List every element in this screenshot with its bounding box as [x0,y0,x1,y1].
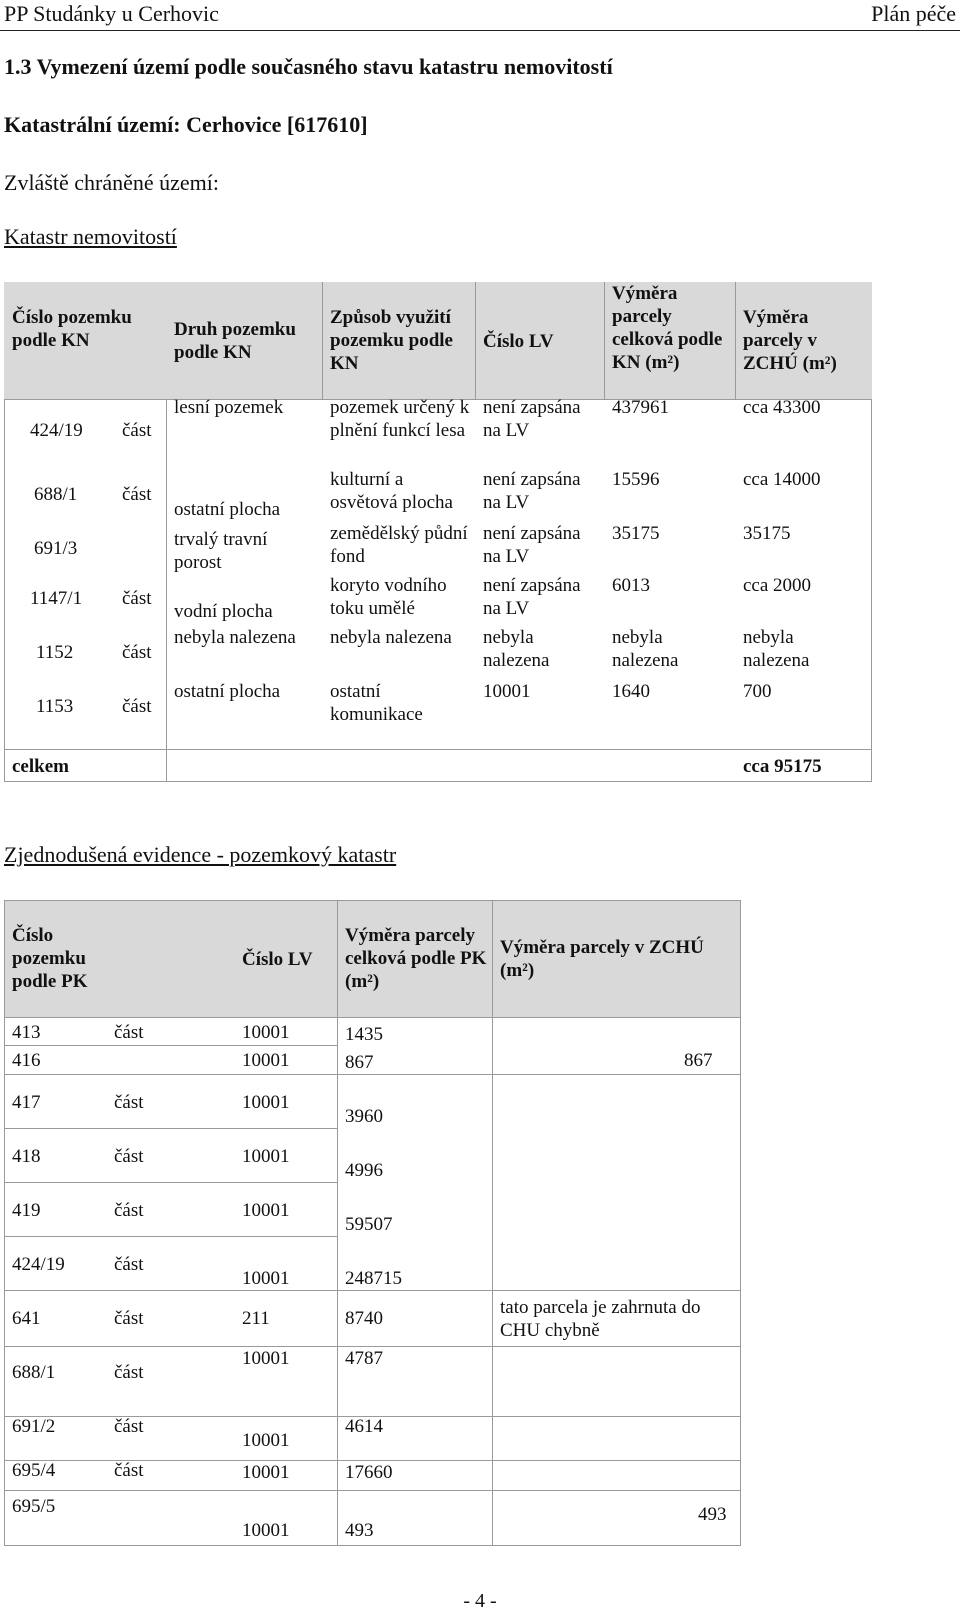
kn-use: pozemek určený k plnění funkcí lesa [330,397,470,441]
pk-row-divider [4,1236,337,1237]
kn-parcel: 1153 [36,696,74,717]
kn-use: zemědělský půdní fond [330,523,468,567]
kn-type: ostatní plocha [174,681,281,702]
kn-part: část [122,484,152,505]
kn-area-zchu: nebyla nalezena [743,627,810,671]
pk-area: 1435 [345,1024,383,1045]
pk-part: část [114,1146,144,1167]
pk-area: 59507 [345,1214,393,1235]
kn-parcel: 1152 [36,642,74,663]
kn-header-lv: Číslo LV [483,331,554,352]
pk-part: část [114,1254,144,1275]
pk-area: 493 [345,1520,374,1541]
kn-col-divider [604,282,605,399]
pk-parcel: 413 [12,1022,41,1043]
kn-parcel: 688/1 [34,484,78,505]
pk-row-divider [4,1490,741,1491]
kn-area-total: 35175 [612,523,660,544]
kn-type: trvalý travní porost [174,529,268,573]
pk-part: část [114,1022,144,1043]
pk-parcel: 641 [12,1308,41,1329]
pk-area: 248715 [345,1268,402,1289]
pk-zchu: 867 [684,1050,713,1071]
kn-area-total: 1640 [612,681,650,702]
kn-parcel: 1147/1 [30,588,83,609]
kn-parcel: 691/3 [34,538,78,559]
kn-area-zchu: 35175 [743,523,791,544]
pk-lv: 10001 [242,1092,290,1113]
kn-area-zchu: cca 2000 [743,575,812,596]
kn-lv: není zapsána na LV [483,469,581,513]
pk-area: 4996 [345,1160,383,1181]
kn-header-area-zchu: Výměra parcely v ZCHÚ (m²) [743,307,837,374]
kn-area-zchu: 700 [743,681,772,702]
pk-row-divider [4,1128,337,1129]
kn-heading: Katastr nemovitostí [4,224,177,249]
pk-area: 4787 [345,1348,383,1369]
pk-parcel: 695/4 [12,1460,56,1481]
pk-zchu-note: tato parcela je zahrnuta do CHU chybně [500,1297,701,1341]
pk-lv: 10001 [242,1146,290,1167]
kn-part: část [122,642,152,663]
kn-col-divider [475,282,476,399]
cadastral-area: Katastrální území: Cerhovice [617610] [4,112,368,137]
kn-table [4,282,872,782]
pk-lv: 10001 [242,1022,290,1043]
pk-zchu: 493 [698,1504,727,1525]
kn-use: nebyla nalezena [330,627,452,648]
pk-parcel: 688/1 [12,1362,56,1383]
kn-use: kulturní a osvětová plocha [330,469,453,513]
pk-parcel: 695/5 [12,1496,56,1517]
kn-lv: 10001 [483,681,531,702]
kn-area-total: 15596 [612,469,660,490]
pk-area: 3960 [345,1106,383,1127]
kn-type: vodní plocha [174,601,273,622]
pk-lv: 10001 [242,1462,290,1483]
pk-part: část [114,1460,144,1481]
kn-total-label: celkem [12,756,69,777]
kn-lv: nebyla nalezena [483,627,550,671]
pk-part: část [114,1200,144,1221]
pk-part: část [114,1092,144,1113]
pk-part: část [114,1416,144,1437]
pk-lv: 10001 [242,1348,290,1369]
kn-area-zchu: cca 14000 [743,469,821,490]
kn-area-total: 6013 [612,575,650,596]
protected-area-label: Zvláště chráněné území: [4,170,220,195]
pk-row-divider [4,1182,337,1183]
kn-area-zchu: cca 43300 [743,397,821,418]
pk-parcel: 417 [12,1092,41,1113]
pk-lv: 10001 [242,1268,290,1289]
kn-total-value: cca 95175 [743,756,822,777]
pk-area: 8740 [345,1308,383,1329]
pk-lv: 10001 [242,1520,290,1541]
kn-type: nebyla nalezena [174,627,296,648]
pk-row-divider [4,1074,741,1075]
pk-area: 867 [345,1052,374,1073]
pk-header-area-zchu: Výměra parcely v ZCHÚ (m²) [500,937,704,981]
kn-col-divider [735,282,736,399]
pk-lv: 10001 [242,1050,290,1071]
kn-lv: není zapsána na LV [483,575,581,619]
pk-part: část [114,1308,144,1329]
pk-header-lv: Číslo LV [242,949,313,970]
section-title: 1.3 Vymezení území podle současného stavu katastru nemovitostí [4,54,613,79]
kn-use: ostatní komunikace [330,681,423,725]
kn-header-area-total: Výměra parcely celková podle KN (m²) [612,283,723,373]
kn-type: lesní pozemek [174,397,284,418]
kn-area-total: 437961 [612,397,669,418]
kn-use: koryto vodního toku umělé [330,575,447,619]
kn-header-parcel: Číslo pozemku podle KN [12,307,132,351]
pk-table [4,900,741,1546]
pk-area: 4614 [345,1416,383,1437]
pk-part: část [114,1362,144,1383]
kn-part: část [122,696,152,717]
kn-col-divider [322,282,323,399]
pk-header-area-total: Výměra parcely celková podle PK (m²) [345,925,487,992]
document-title: PP Studánky u Cerhovic [4,1,219,26]
pk-heading: Zjednodušená evidence - pozemkový katastr [4,842,397,867]
pk-area: 17660 [345,1462,393,1483]
kn-part: část [122,588,152,609]
document-section-name: Plán péče [871,1,956,26]
pk-parcel: 416 [12,1050,41,1071]
pk-row-divider [4,1346,741,1347]
kn-area-total: nebyla nalezena [612,627,679,671]
kn-lv: není zapsána na LV [483,523,581,567]
kn-header-type: Druh pozemku podle KN [174,319,296,363]
pk-header-parcel: Číslo pozemku podle PK [12,925,88,992]
kn-type: ostatní plocha [174,499,281,520]
pk-lv: 10001 [242,1430,290,1451]
pk-parcel: 691/2 [12,1416,56,1437]
page-number: - 4 - [463,1590,497,1612]
kn-row-divider [4,749,872,750]
pk-lv: 211 [242,1308,270,1329]
pk-col-divider [337,900,338,1546]
pk-parcel: 424/19 [12,1254,65,1275]
pk-row-divider [4,1017,741,1018]
page-header [0,0,960,31]
pk-row-divider [4,1045,337,1046]
pk-parcel: 419 [12,1200,41,1221]
pk-col-divider [492,900,493,1546]
pk-lv: 10001 [242,1200,290,1221]
kn-parcel: 424/19 [30,420,83,441]
pk-row-divider [4,1290,741,1291]
pk-parcel: 418 [12,1146,41,1167]
kn-lv: není zapsána na LV [483,397,581,441]
kn-header-use: Způsob využití pozemku podle KN [330,307,453,374]
kn-part: část [122,420,152,441]
